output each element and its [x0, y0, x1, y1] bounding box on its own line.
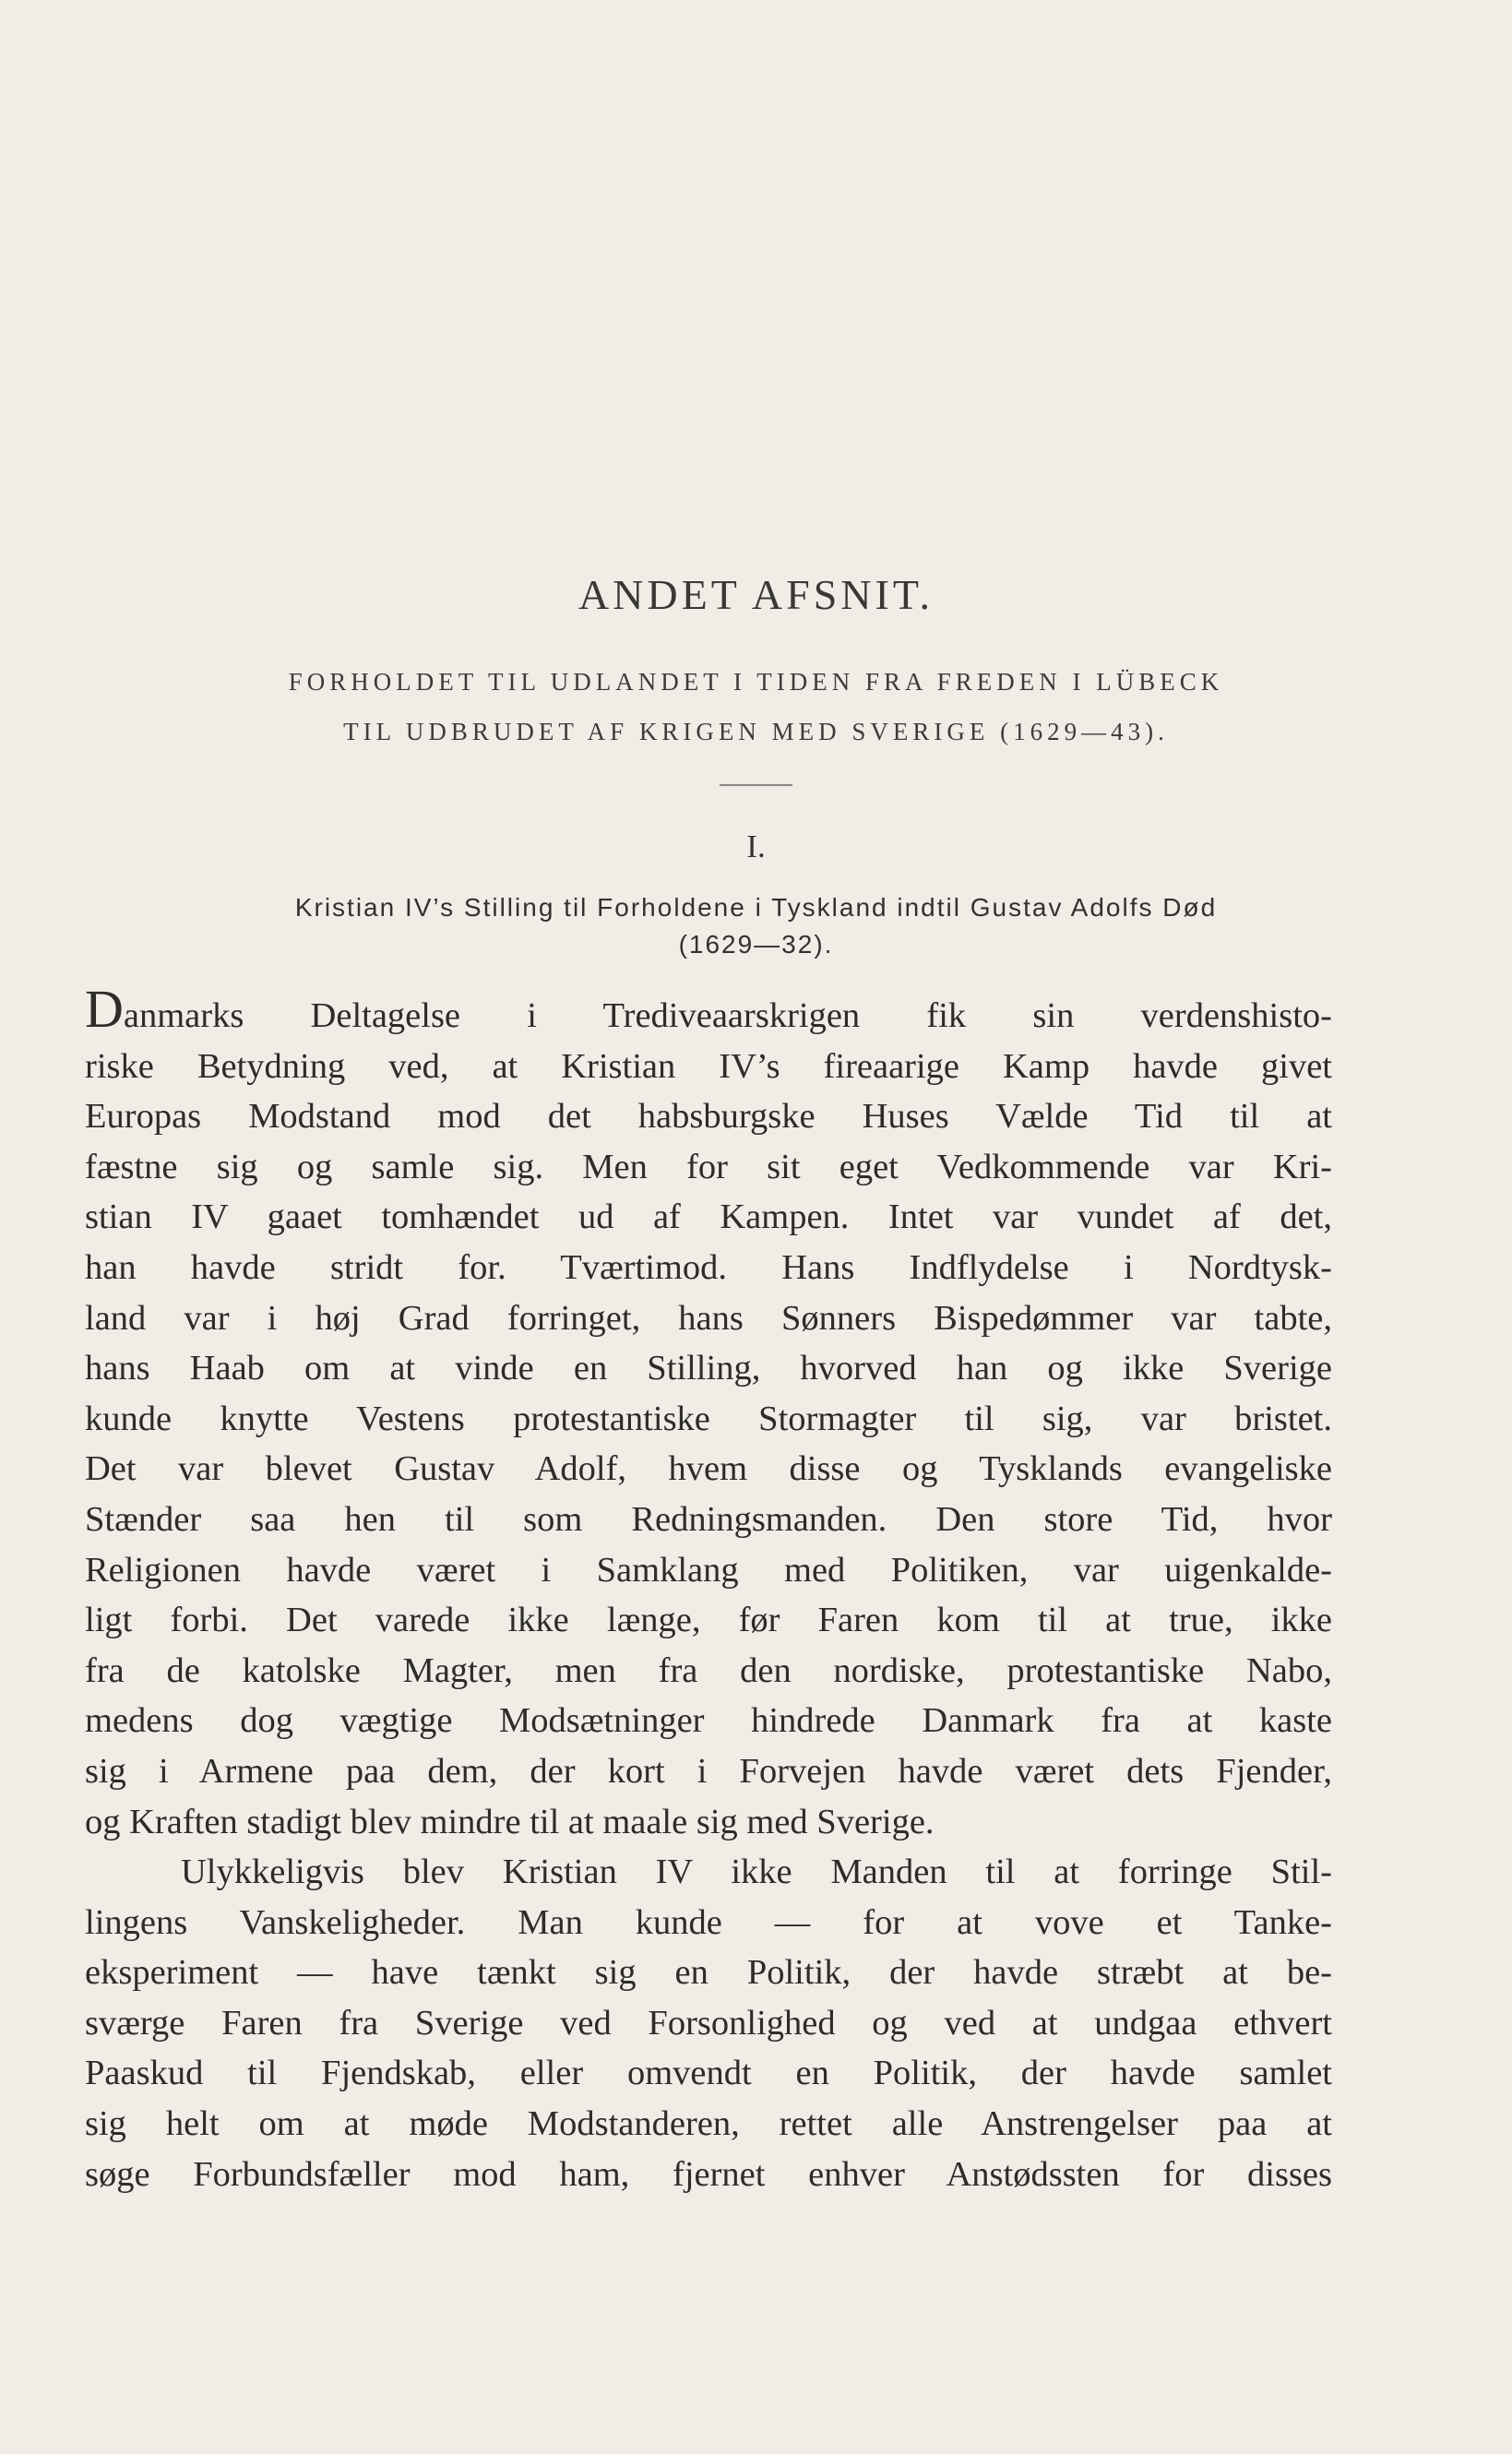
body-line: medens dog vægtige Modsætninger hindrede Danmark fra at kaste [85, 1701, 1332, 1741]
body-line: fæstne sig og samle sig. Men for sit eget Vedkommende var Kri- [85, 1147, 1332, 1186]
chapter-heading-line-2: (1629—32). [678, 930, 834, 959]
body-line: og Kraften stadigt blev mindre til at maale sig med Sverige. [85, 1802, 935, 1841]
body-line: Det var blevet Gustav Adolf, hvem disse og Tysklands evangeliske [85, 1449, 1332, 1489]
body-line: Stænder saa hen til som Redningsmanden. Den store Tid, hvor [85, 1499, 1332, 1539]
body-line: sig helt om at møde Modstanderen, rettet alle Anstrengelser paa at [85, 2104, 1332, 2144]
body-line: ligt forbi. Det varede ikke længe, før Faren kom til at true, ikke [85, 1601, 1332, 1640]
body-text [85, 979, 1332, 2199]
subtitle-line-2: TIL UDBRUDET AF KRIGEN MED SVERIGE (1629—43). [343, 718, 1169, 745]
body-line-1 [85, 979, 1332, 1042]
body-line: riske Betydning ved, at Kristian IV’s fireaarige Kamp havde givet [85, 1046, 1332, 1086]
chapter-heading-line-1: Kristian IV’s Stilling til Forholdene i Tyskland indtil Gustav Adolfs Død [294, 893, 1218, 922]
body-line: lingens Vanskeligheder. Man kunde — for at vove et Tanke- [85, 1902, 1332, 1942]
body-line: sværge Faren fra Sverige ved Forsonlighed og ved at undgaa ethvert [85, 2003, 1332, 2043]
body-line: kunde knytte Vestens protestantiske Stormagter til sig, var bristet. [85, 1399, 1332, 1438]
body-line: søge Forbundsfæller mod ham, fjernet enhver Anstødssten for disses [85, 2154, 1332, 2194]
body-line: eksperiment — have tænkt sig en Politik, der havde stræbt at be- [85, 1953, 1332, 1993]
body-line: stian IV gaaet tomhændet ud af Kampen. Intet var vundet af det, [85, 1197, 1332, 1237]
chapter-number: I. [746, 828, 766, 864]
body-line: Paaskud til Fjendskab, eller omvendt en Politik, der havde samlet [85, 2054, 1332, 2093]
body-line: land var i høj Grad forringet, hans Sønners Bispedømmer var tabte, [85, 1298, 1332, 1338]
part-title: ANDET AFSNIT. [577, 571, 935, 618]
body-line: Europas Modstand mod det habsburgske Huses Vælde Tid til at [85, 1097, 1332, 1137]
body-line: Religionen havde været i Samklang med Politiken, var uigenkalde- [85, 1550, 1332, 1590]
subtitle-line-1: FORHOLDET TIL UDLANDET I TIDEN FRA FREDEN I LÜBECK [288, 668, 1224, 696]
body-line-text: anmarks Deltagelse i Trediveaarskrigen fik sin verdenshisto- [123, 996, 1332, 1035]
body-line: fra de katolske Magter, men fra den nordiske, protestantiske Nabo, [85, 1650, 1332, 1690]
drop-cap: D [85, 979, 124, 1039]
body-line: Ulykkeligvis blev Kristian IV ikke Manden til at forringe Stil- [181, 1852, 1332, 1892]
body-line: han havde stridt for. Tværtimod. Hans Indflydelse i Nordtysk- [85, 1247, 1332, 1287]
section-divider [720, 784, 792, 786]
body-line: sig i Armene paa dem, der kort i Forvejen havde været dets Fjender, [85, 1751, 1332, 1791]
body-line: hans Haab om at vinde en Stilling, hvorved han og ikke Sverige [85, 1349, 1332, 1388]
